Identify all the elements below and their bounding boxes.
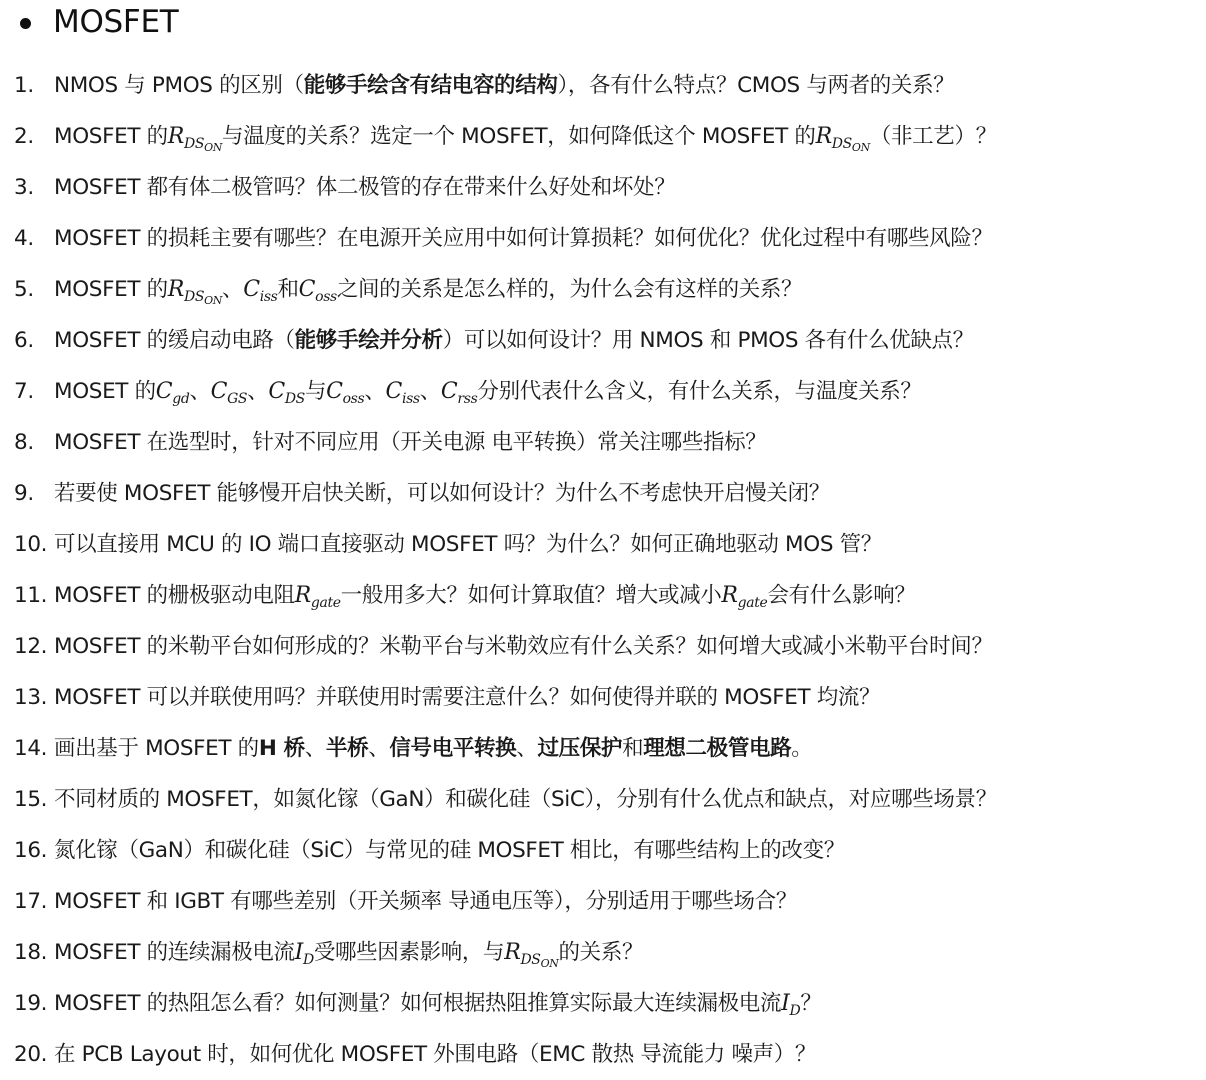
list-item: [14, 519, 1200, 570]
list-item: [14, 825, 1200, 876]
list-item: [14, 876, 1200, 927]
ciss-symbol: $C_{iss}$: [243, 276, 278, 305]
item-text: MOSFET 的$R_{DS_{ON}}$、$C_{iss}$和$C_{oss}$之间的关系是怎么样的，为什么会有这样的关系？: [54, 276, 803, 307]
list-item: [14, 672, 1200, 723]
list-item: [14, 927, 1200, 978]
item-text: MOSFET 在选型时，针对不同应用（开关电源 电平转换）常关注哪些指标？: [54, 429, 767, 455]
list-item: [14, 366, 1200, 417]
list-item: [14, 60, 1200, 111]
rdson-symbol: $R_{DS_{ON}}$: [504, 939, 559, 970]
coss-symbol: $C_{oss}$: [298, 276, 337, 305]
item-number: 19.: [14, 990, 48, 1016]
list-item: [14, 264, 1200, 315]
item-text: MOSFET 的缓启动电路（能够手绘并分析）可以如何设计？用 NMOS 和 PMOS 各有什么优缺点？: [54, 327, 974, 353]
list-item: [14, 111, 1200, 162]
item-number: 4.: [14, 225, 34, 251]
section-heading: [20, 2, 178, 42]
item-number: 14.: [14, 735, 48, 761]
item-number: 1.: [14, 72, 34, 98]
item-number: 11.: [14, 582, 48, 608]
item-number: 18.: [14, 939, 48, 965]
list-item: [14, 315, 1200, 366]
item-number: 10.: [14, 531, 48, 557]
item-number: 16.: [14, 837, 48, 863]
item-text: 若要使 MOSFET 能够慢开启快关断，可以如何设计？为什么不考虑快开启慢关闭？: [54, 480, 830, 506]
item-text: MOSFET 和 IGBT 有哪些差别（开关频率 导通电压等），分别适用于哪些场合？: [54, 888, 797, 914]
item-text: MOSFET 都有体二极管吗？体二极管的存在带来什么好处和坏处？: [54, 174, 676, 200]
item-text: 氮化镓（GaN）和碳化硅（SiC）与常见的硅 MOSFET 相比，有哪些结构上的改变？: [54, 837, 845, 863]
list-item: [14, 162, 1200, 213]
rdson-symbol: $R_{DS_{ON}}$: [815, 123, 870, 154]
item-text: 在 PCB Layout 时，如何优化 MOSFET 外围电路（EMC 散热 导流能力 噪声）？: [54, 1041, 817, 1067]
item-number: 9.: [14, 480, 34, 506]
item-text: MOSET 的$C_{gd}$、$C_{GS}$、$C_{DS}$与$C_{oss}$、$C_{iss}$、$C_{rss}$分别代表什么含义，有什么关系，与温度关系？: [54, 378, 922, 407]
item-number: 15.: [14, 786, 48, 812]
item-text: 画出基于 MOSFET 的H 桥、半桥、信号电平转换、过压保护和理想二极管电路。: [54, 735, 813, 761]
rdson-symbol: $R_{DS_{ON}}$: [167, 123, 223, 154]
item-text: MOSFET 的$R_{DS_{ON}}$与温度的关系？选定一个 MOSFET，如何降低这个 MOSFET 的$R_{DS_{ON}}$（非工艺）？: [54, 123, 997, 154]
item-text: MOSFET 的损耗主要有哪些？在电源开关应用中如何计算损耗？如何优化？优化过程中有哪些风险？: [54, 225, 993, 251]
item-number: 13.: [14, 684, 48, 710]
list-item: [14, 774, 1200, 825]
rdson-symbol: $R_{DS_{ON}}$: [167, 276, 223, 307]
list-item: [14, 1029, 1200, 1080]
item-text: MOSFET 的热阻怎么看？如何测量？如何根据热阻推算实际最大连续漏极电流$I_D$？: [54, 990, 822, 1019]
list-item: [14, 213, 1200, 264]
item-text: MOSFET 可以并联使用吗？并联使用时需要注意什么？如何使得并联的 MOSFET 均流？: [54, 684, 881, 710]
item-text: MOSFET 的栅极驱动电阻$R_{gate}$一般用多大？如何计算取值？增大或减小$R_{gate}$会有什么影响？: [54, 582, 916, 611]
item-number: 17.: [14, 888, 48, 914]
item-text: 不同材质的 MOSFET，如氮化镓（GaN）和碳化硅（SiC），分别有什么优点和缺点，对应哪些场景？: [54, 786, 997, 812]
item-number: 8.: [14, 429, 34, 455]
item-text: 可以直接用 MCU 的 IO 端口直接驱动 MOSFET 吗？为什么？如何正确地驱动 MOS 管？: [54, 531, 882, 557]
item-text: MOSFET 的连续漏极电流$I_D$受哪些因素影响，与$R_{DS_{ON}}$的关系？: [54, 939, 644, 970]
list-item: [14, 570, 1200, 621]
item-number: 5.: [14, 276, 34, 302]
item-number: 3.: [14, 174, 34, 200]
item-number: 12.: [14, 633, 48, 659]
item-text: MOSFET 的米勒平台如何形成的？米勒平台与米勒效应有什么关系？如何增大或减小米勒平台时间？: [54, 633, 993, 659]
list-item: [14, 417, 1200, 468]
item-number: 7.: [14, 378, 34, 404]
list-item: [14, 621, 1200, 672]
list-item: [14, 468, 1200, 519]
section-title: MOSFET: [53, 4, 179, 40]
question-list: [14, 60, 1200, 1080]
list-item: [14, 978, 1200, 1029]
item-number: 2.: [14, 123, 34, 149]
item-text: NMOS 与 PMOS 的区别（能够手绘含有结电容的结构），各有什么特点？CMOS 与两者的关系？: [54, 72, 955, 98]
bullet-icon: [20, 18, 31, 29]
item-number: 6.: [14, 327, 34, 353]
list-item: [14, 723, 1200, 774]
item-number: 20.: [14, 1041, 48, 1067]
